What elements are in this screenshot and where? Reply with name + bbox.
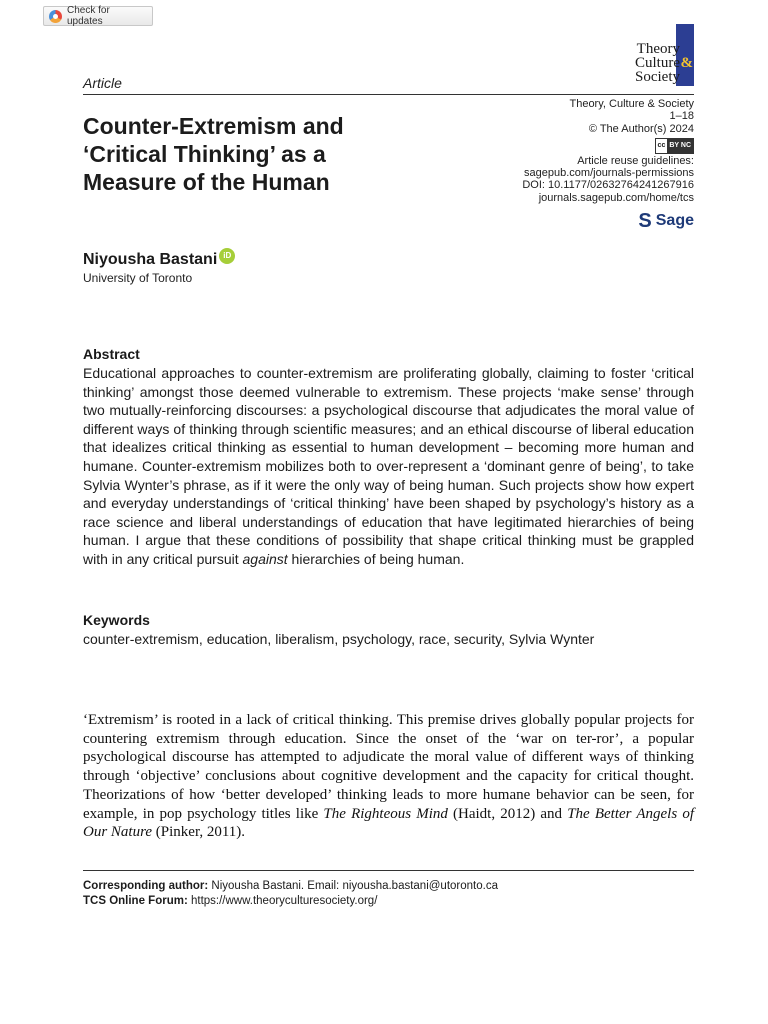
check-for-updates-label: Check for updates xyxy=(67,5,110,27)
corresponding-author-text[interactable]: Niyousha Bastani. Email: niyousha.bastani@utoronto.ca xyxy=(208,880,498,892)
keywords-heading: Keywords xyxy=(83,612,150,628)
journal-name: Theory, Culture & Society xyxy=(569,98,694,110)
title-line: ‘Critical Thinking’ as a xyxy=(83,141,326,167)
author-name xyxy=(83,251,235,269)
online-forum-link[interactable]: https://www.theoryculturesociety.org/ xyxy=(187,895,378,907)
book-title: The Righteous Mind xyxy=(323,805,448,822)
author-name-text: Niyousha Bastani xyxy=(83,251,218,268)
author-affiliation: University of Toronto xyxy=(83,271,193,285)
journal-url[interactable]: journals.sagepub.com/home/tcs xyxy=(538,191,694,204)
cc-icon-left: cc xyxy=(656,139,668,153)
body-text-part: (Pinker, 2011). xyxy=(152,824,246,841)
abstract-text-part: hierarchies of being human. xyxy=(287,550,465,567)
corresponding-author xyxy=(83,880,498,892)
abstract-heading: Abstract xyxy=(83,346,140,362)
abstract-text xyxy=(83,364,694,569)
body-paragraph xyxy=(83,711,694,842)
sage-s-icon: S xyxy=(638,210,652,232)
crossmark-icon xyxy=(49,10,62,23)
abstract-text-part: Educational approaches to counter-extremism are proliferating globally, claiming to foster ‘critical thinking’ amongst those deemed vulnerable to extremism. These projects ‘make sense’ through two mutually-reinforcing discourses: a psychological discourse that adjudicates the moral value of different ways of thinking through scientific measures; and an ethical discourse of liberal education that idealizes critical thinking as essential to human development – becoming more human and humane. Counter-extremism mobilizes both to over-represent a ‘dominant genre of being’, to take Sylvia Wynter’s phrase, as if it were the only way of being human. Such projects show how expert and everyday understandings of ‘critical thinking’ have been shaped by psychology’s history as a race science and liberal understandings of education that have legitimated hierarchies of being human. I argue that these conditions of possibility that shape critical thinking must be grappled with in any critical pursuit xyxy=(83,365,694,567)
title-line: Measure of the Human xyxy=(83,169,330,195)
footnote-rule xyxy=(83,870,694,871)
journal-logo xyxy=(598,24,694,88)
keywords-list: counter-extremism, education, liberalism, psychology, race, security, Sylvia Wynter xyxy=(83,631,595,647)
logo-text xyxy=(635,42,680,84)
book-title: The Better Angels of Our Nature xyxy=(83,805,694,841)
title-line: Counter-Extremism and xyxy=(83,113,344,139)
publisher-name: Sage xyxy=(655,212,694,229)
body-text-part: ‘Extremism’ is rooted in a lack of critical thinking. This premise drives globally popular projects for countering extremism through education. Since the onset of the ‘war on ter-ror’, a popular psychological discourse has attempted to adjudicate the moral value of different ways of thinking through ‘objective’ conclusions about cognitive development and the capacity for critical thought. Theorizations of how ‘better developed’ thinking leads to more humane behavior can be seen, for example, in pop psychology titles like xyxy=(83,712,694,822)
logo-line-society: Society xyxy=(635,69,680,85)
page-range: 1–18 xyxy=(669,110,694,123)
article-meta xyxy=(522,98,694,204)
article-type-label: Article xyxy=(83,75,122,91)
publisher-logo xyxy=(638,212,694,230)
cc-license-icon[interactable] xyxy=(655,138,694,154)
header-rule xyxy=(83,94,694,95)
article-title xyxy=(83,112,443,196)
online-forum xyxy=(83,895,377,907)
reuse-label: Article reuse guidelines: xyxy=(577,154,694,167)
logo-line-culture: Culture xyxy=(635,55,680,71)
cc-icon-right: BY NC xyxy=(667,139,693,153)
orcid-icon[interactable]: iD xyxy=(219,248,235,264)
body-text-part: (Haidt, 2012) and xyxy=(447,805,568,822)
reuse-link[interactable]: sagepub.com/journals-permissions xyxy=(524,167,694,180)
online-forum-label: TCS Online Forum: xyxy=(83,895,188,907)
check-for-updates-button[interactable] xyxy=(43,6,153,26)
corresponding-author-label: Corresponding author: xyxy=(83,880,209,892)
abstract-text-italic: against xyxy=(242,550,288,567)
logo-line-theory: Theory xyxy=(636,41,680,57)
doi[interactable]: DOI: 10.1177/02632764241267916 xyxy=(522,179,694,192)
logo-ampersand: & xyxy=(680,55,693,71)
copyright: © The Author(s) 2024 xyxy=(588,122,694,135)
